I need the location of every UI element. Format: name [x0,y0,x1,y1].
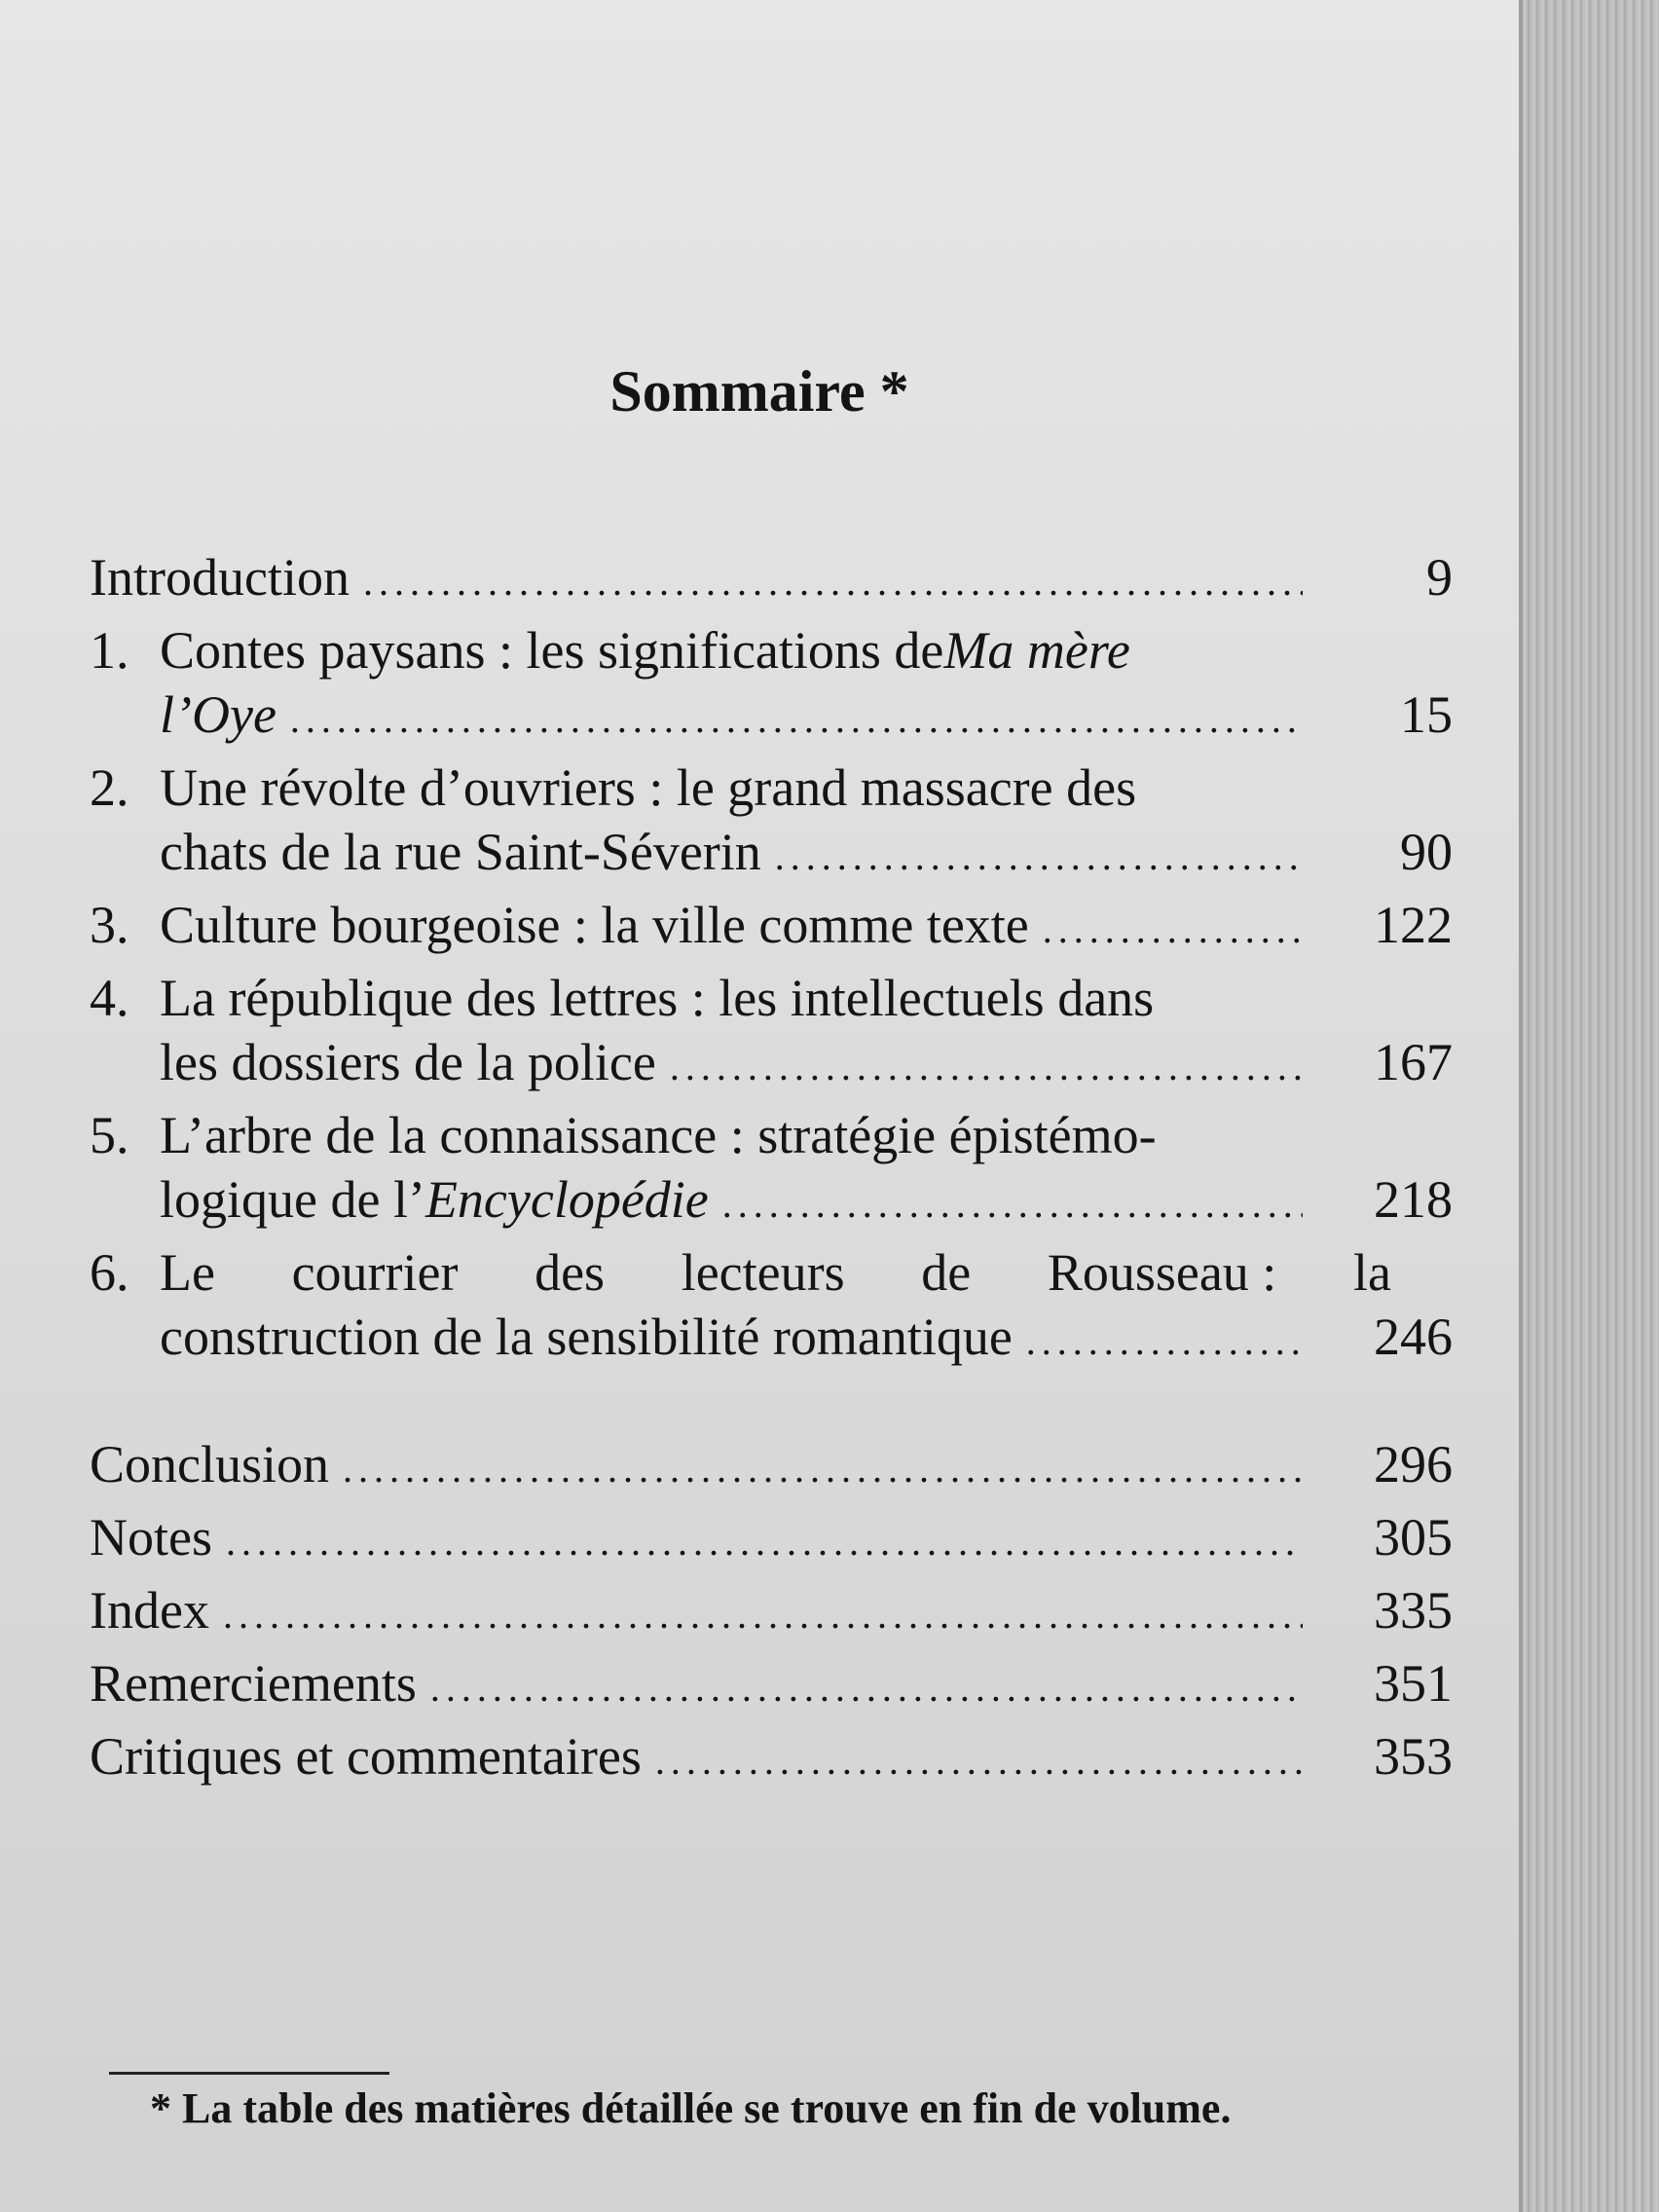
entry-title-line1: Culture bourgeoise : la ville comme texte [160,896,1029,954]
toc-entry-introduction [90,545,1453,614]
toc-entry-notes [90,1505,1453,1574]
toc-entry-chapter-4 [90,966,1453,1099]
dot-leader [1026,1309,1303,1374]
toc-entry-chapter-5 [90,1103,1453,1236]
toc-entry-critiques [90,1724,1453,1793]
page-number: 335 [1374,1581,1453,1640]
toc-entry-chapter-2 [90,756,1453,889]
toc-entry-chapter-3 [90,893,1453,962]
page-number: 351 [1374,1654,1453,1713]
dot-leader [343,1437,1303,1501]
entry-title-line2: les dossiers de la police [160,1033,656,1091]
entry-title-line1: La république des lettres : les intellectuels dans [160,969,1155,1027]
page-number: 296 [1374,1435,1453,1493]
page-number: 353 [1374,1727,1453,1786]
entry-title-line2: l’Oye [160,685,276,744]
page-number: 122 [1374,896,1453,954]
dot-leader [430,1656,1303,1720]
entry-title-line1: L’arbre de la connaissance : stratégie épistémo- [160,1106,1157,1164]
chapter-number: 2. [90,758,129,817]
toc-entry-conclusion [90,1432,1453,1501]
entry-title-line2: logique de l’ [160,1170,425,1229]
toc-entry-index [90,1578,1453,1647]
chapter-number: 3. [90,896,129,954]
footnote: * La table des matières détaillée se trouve en fin de volume. [150,2084,1232,2132]
entry-title-line1: Le courrier des lecteurs de Rousseau : la [160,1243,1391,1302]
chapter-number: 6. [90,1243,129,1302]
dot-leader [775,825,1303,889]
dot-leader [1043,898,1303,962]
dot-leader [722,1172,1303,1236]
table-of-contents [90,545,1453,1793]
page-number: 246 [1374,1308,1453,1366]
page-number: 15 [1400,685,1453,744]
chapter-number: 5. [90,1106,129,1164]
entry-label: Remerciements [90,1654,417,1713]
page-number: 90 [1400,823,1453,881]
dot-leader [670,1035,1303,1099]
chapter-number: 1. [90,621,129,680]
page-number: 167 [1374,1033,1453,1091]
entry-title-italic: Ma mère [943,621,1130,680]
toc-entry-chapter-1 [90,618,1453,752]
entry-label: Index [90,1581,209,1640]
page-number: 305 [1374,1508,1453,1567]
page-number: 218 [1374,1170,1453,1229]
dot-leader [363,550,1303,614]
dot-leader [226,1510,1303,1574]
toc-entry-remerciements [90,1651,1453,1720]
dot-leader [290,687,1303,752]
entry-label: Introduction [90,548,350,607]
dot-leader [655,1729,1303,1793]
entry-title-line2: construction de la sensibilité romantique [160,1308,1013,1366]
dot-leader [223,1583,1303,1647]
entry-label: Notes [90,1508,212,1567]
footnote-rule [109,2072,389,2075]
entry-title-line1: Contes paysans : les significations de [160,621,944,680]
entry-title-italic: Encyclopédie [424,1170,709,1229]
chapter-number: 4. [90,969,129,1027]
page-title: Sommaire * [609,359,909,424]
entry-title-line2: chats de la rue Saint-Séverin [160,823,761,881]
entry-label: Critiques et commentaires [90,1727,642,1786]
toc-entry-chapter-6 [90,1240,1453,1374]
page-edge [1519,0,1659,2212]
page-number: 9 [1426,548,1453,607]
entry-label: Conclusion [90,1435,330,1493]
entry-title-line1: Une révolte d’ouvriers : le grand massacre des [160,758,1137,817]
